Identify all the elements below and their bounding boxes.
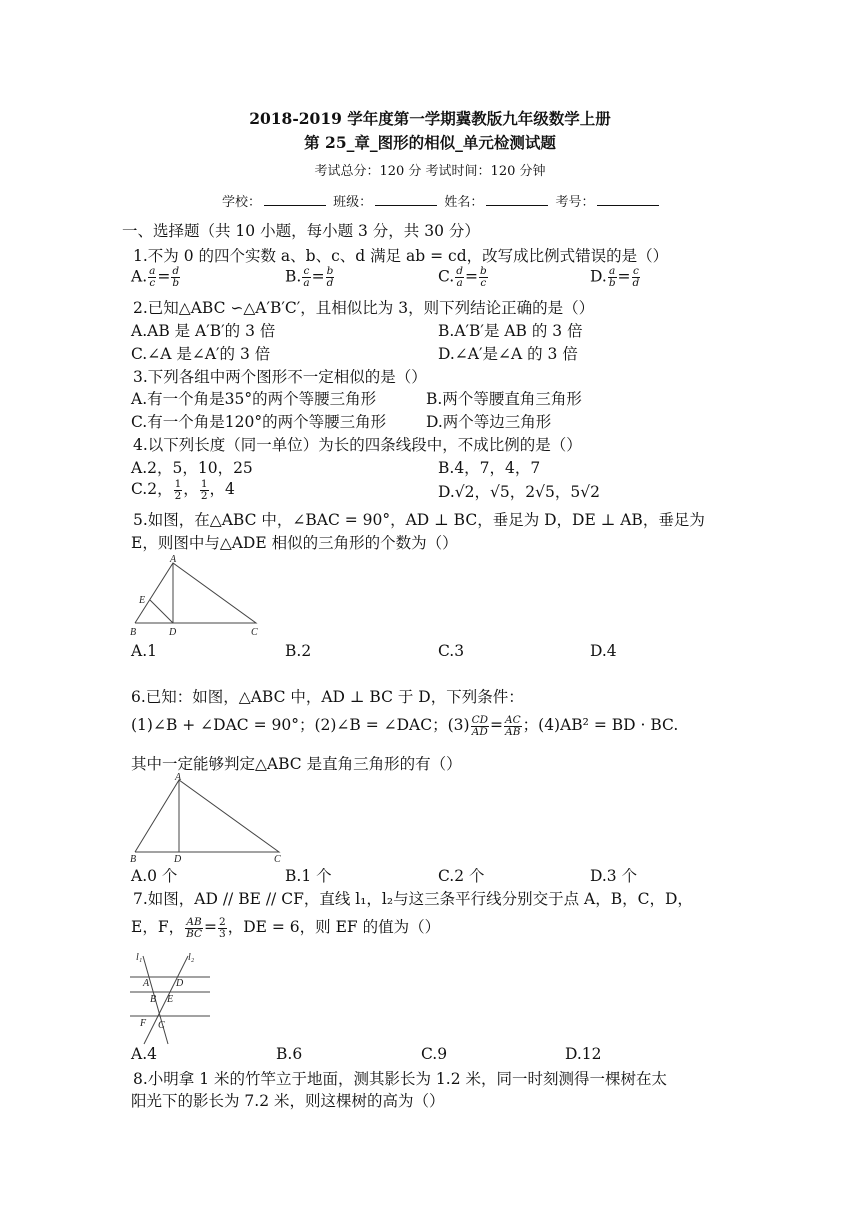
q7-option-c[interactable]: C.9 xyxy=(421,1045,448,1063)
q6-stem-line1: 6.已知：如图，△ABC 中，AD ⊥ BC 于 D，下列条件： xyxy=(131,688,524,706)
q7-label-b: B xyxy=(150,994,157,1005)
field-number: 考号： xyxy=(555,195,595,210)
q5-label-e: E xyxy=(139,595,146,606)
doc-title: 2018-2019 学年度第一学期冀教版九年级数学上册 xyxy=(249,109,611,128)
q4-option-b[interactable]: B.4，7，4，7 xyxy=(438,459,541,477)
q5-label-a: A xyxy=(170,554,177,565)
blank-school[interactable] xyxy=(264,205,326,206)
q7-label-l2: l₂ xyxy=(188,952,195,963)
field-name: 姓名： xyxy=(444,195,484,210)
q6-triangle xyxy=(135,780,279,852)
q2-stem: 2.已知△ABC ∽△A′B′C′，且相似比为 3，则下列结论正确的是（） xyxy=(133,299,595,317)
q3-stem: 3.下列各组中两个图形不一定相似的是（） xyxy=(133,368,427,386)
blank-class[interactable] xyxy=(375,205,437,206)
q3-option-d[interactable]: D.两个等边三角形 xyxy=(426,413,552,431)
q1-stem: 1.不为 0 的四个实数 a、b、c、d 满足 ab = cd，改写成比例式错误的是（） xyxy=(133,247,669,265)
q6-figure xyxy=(126,772,296,864)
section-heading: 一、选择题（共 10 小题，每小题 3 分，共 30 分） xyxy=(122,222,480,240)
q6-label-a: A xyxy=(175,772,182,783)
q7-option-a[interactable]: A.4 xyxy=(131,1045,157,1063)
q3-option-b[interactable]: B.两个等腰直角三角形 xyxy=(426,390,582,408)
q5-option-b[interactable]: B.2 xyxy=(285,642,312,660)
q6-label-b: B xyxy=(130,854,137,864)
q5-figure xyxy=(126,553,266,639)
field-school: 学校： xyxy=(222,195,262,210)
q7-label-e: E xyxy=(167,994,174,1005)
doc-subtitle: 第 25_章_图形的相似_单元检测试题 xyxy=(304,133,556,152)
q5-stem-line1: 5.如图，在△ABC 中，∠BAC = 90°，AD ⊥ BC，垂足为 D，DE ⊥ AB，垂足为 xyxy=(133,511,705,529)
q5-label-b: B xyxy=(130,627,137,638)
q3-option-c[interactable]: C.有一个角是120°的两个等腰三角形 xyxy=(131,413,387,431)
q7-stem-line2: E，F， $\frac{AB}{BC}$ = $\frac{2}{3}$ ，DE = 6，则 EF 的值为（） xyxy=(131,915,441,940)
q1-option-a[interactable]: A. $\frac{a}{c}$ = $\frac{d}{b}$ xyxy=(131,265,180,289)
q6-stem-line2: 其中一定能够判定△ABC 是直角三角形的有（） xyxy=(131,755,462,773)
q2-option-d[interactable]: D.∠A′是∠A 的 3 倍 xyxy=(438,345,578,363)
blank-name[interactable] xyxy=(486,205,548,206)
q6-label-d: D xyxy=(174,854,182,864)
q2-option-b[interactable]: B.A′B′是 AB 的 3 倍 xyxy=(438,322,583,340)
student-fields xyxy=(222,191,662,210)
q8-stem-line1: 8.小明拿 1 米的竹竿立于地面，测其影长为 1.2 米，同一时刻测得一棵树在太 xyxy=(133,1070,668,1088)
q8-stem-line2: 阳光下的影长为 7.2 米，则这棵树的高为（） xyxy=(131,1092,445,1110)
q5-label-c: C xyxy=(251,627,258,638)
q5-segment-de xyxy=(150,600,173,623)
field-class: 班级： xyxy=(333,195,373,210)
q1-option-c[interactable]: C. $\frac{d}{a}$ = $\frac{b}{c}$ xyxy=(438,265,487,289)
q7-label-l1: l₁ xyxy=(136,952,143,963)
q2-option-c[interactable]: C.∠A 是∠A′的 3 倍 xyxy=(131,345,271,363)
blank-number[interactable] xyxy=(597,205,659,206)
q4-option-c[interactable]: C.2， $\frac{1}{2}$ ， $\frac{1}{2}$ ，4 xyxy=(131,477,235,502)
q6-option-b[interactable]: B.1 个 xyxy=(285,867,332,885)
q4-option-a[interactable]: A.2，5，10，25 xyxy=(131,459,253,477)
q1-option-b[interactable]: B. $\frac{c}{a}$ = $\frac{b}{d}$ xyxy=(285,265,334,289)
q7-label-a: A xyxy=(143,978,150,989)
q1-option-d[interactable]: D. $\frac{a}{b}$ = $\frac{c}{d}$ xyxy=(590,265,640,289)
q3-option-a[interactable]: A.有一个角是35°的两个等腰三角形 xyxy=(131,390,377,408)
q7-label-f: F xyxy=(140,1018,147,1029)
q6-conditions: (1)∠B + ∠DAC = 90°；(2)∠B = ∠DAC；(3) $\frac{CD}{AD}$ = $\frac{AC}{AB}$ ；(4)AB² = BD · BC. xyxy=(131,713,679,738)
q7-stem-line1: 7.如图，AD // BE // CF，直线 l₁，l₂与这三条平行线分别交于点 A，B，C，D， xyxy=(133,890,693,908)
q4-option-d[interactable]: D.√2，√5，2√5，5√2 xyxy=(438,483,600,501)
q6-label-c: C xyxy=(274,854,281,864)
q7-option-b[interactable]: B.6 xyxy=(276,1045,303,1063)
q5-option-a[interactable]: A.1 xyxy=(131,642,157,660)
q5-option-c[interactable]: C.3 xyxy=(438,642,465,660)
q6-option-c[interactable]: C.2 个 xyxy=(438,867,485,885)
exam-info: 考试总分：120 分 考试时间：120 分钟 xyxy=(314,164,546,179)
q7-option-d[interactable]: D.12 xyxy=(565,1045,602,1063)
q5-label-d: D xyxy=(169,627,177,638)
q6-option-a[interactable]: A.0 个 xyxy=(131,867,178,885)
q4-stem: 4.以下列长度（同一单位）为长的四条线段中，不成比例的是（） xyxy=(133,436,582,454)
q5-option-d[interactable]: D.4 xyxy=(590,642,617,660)
q2-option-a[interactable]: A.AB 是 A′B′的 3 倍 xyxy=(131,322,276,340)
q6-option-d[interactable]: D.3 个 xyxy=(590,867,638,885)
q7-label-d: D xyxy=(176,978,184,989)
q5-stem-line2: E，则图中与△ADE 相似的三角形的个数为（） xyxy=(131,534,458,552)
q7-figure xyxy=(126,950,218,1046)
q5-triangle xyxy=(135,563,256,623)
q7-label-c: C xyxy=(158,1020,165,1031)
